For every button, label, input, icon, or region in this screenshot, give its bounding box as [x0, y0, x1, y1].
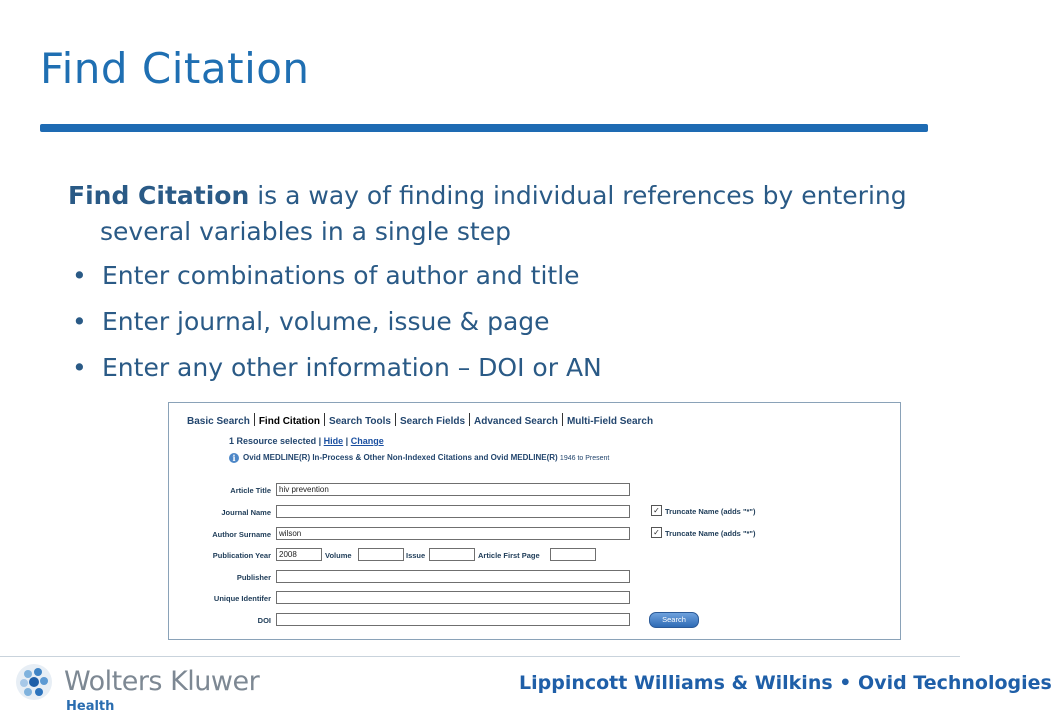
article-title-input[interactable]: hiv prevention — [276, 483, 630, 496]
bullet-item — [68, 350, 928, 386]
database-years: 1946 to Present — [559, 455, 610, 462]
volume-input[interactable] — [358, 548, 404, 561]
slide-body — [68, 178, 928, 396]
tab-search-tools[interactable]: Search Tools — [328, 416, 391, 427]
lead-term: Find Citation — [68, 181, 250, 210]
bullet-dot: • — [72, 261, 87, 290]
doi-label: DOI — [257, 616, 271, 625]
article-first-page-input[interactable] — [550, 548, 596, 561]
tab-multi-field-search[interactable]: Multi-Field Search — [566, 416, 654, 427]
truncate-journal-checkbox[interactable]: ✓ — [651, 505, 662, 516]
bullet-text: Enter journal, volume, issue & page — [102, 307, 550, 336]
author-surname-input[interactable]: wilson — [276, 527, 630, 540]
database-name: Ovid MEDLINE(R) In-Process & Other Non-Indexed Citations and Ovid MEDLINE(R) — [243, 453, 558, 462]
bullet-dot: • — [72, 353, 87, 382]
bullet-dot: • — [72, 307, 87, 336]
lead-paragraph — [68, 178, 928, 250]
unique-identifier-input[interactable] — [276, 591, 630, 604]
ovid-find-citation-screenshot — [168, 402, 901, 640]
publisher-label: Publisher — [236, 573, 271, 582]
article-first-page-label: Article First Page — [478, 551, 540, 560]
info-icon[interactable]: i — [229, 453, 239, 463]
resource-separator: | — [345, 436, 349, 446]
bullet-item — [68, 304, 928, 340]
title-divider — [40, 124, 928, 132]
resource-separator: | — [318, 436, 322, 446]
author-surname-label: Author Surname — [212, 530, 271, 539]
bullet-item — [68, 258, 928, 294]
unique-identifier-label: Unique Identifer — [213, 594, 271, 603]
journal-name-input[interactable] — [276, 505, 630, 518]
publisher-input[interactable] — [276, 570, 630, 583]
footer-imprint: Lippincott Williams & Wilkins • Ovid Technologies — [519, 672, 1052, 694]
tab-advanced-search[interactable]: Advanced Search — [474, 416, 558, 427]
database-line — [229, 453, 609, 463]
tab-search-fields[interactable]: Search Fields — [400, 416, 466, 427]
resource-count: 1 — [229, 436, 235, 446]
bullet-text: Enter combinations of author and title — [102, 261, 580, 290]
publication-year-label: Publication Year — [212, 551, 271, 560]
journal-name-label: Journal Name — [221, 508, 271, 517]
volume-label: Volume — [325, 551, 352, 560]
search-button[interactable]: Search — [649, 612, 699, 628]
issue-label: Issue — [406, 551, 426, 560]
change-link[interactable]: Change — [350, 436, 384, 446]
truncate-journal-label: Truncate Name (adds "*") — [665, 507, 756, 516]
resource-selected-text: Resource selected — [236, 436, 317, 446]
lead-text: is a way of finding individual references by entering several variables in a single step — [100, 181, 907, 246]
issue-input[interactable] — [429, 548, 475, 561]
tab-find-citation[interactable]: Find Citation — [258, 416, 320, 427]
truncate-author-checkbox[interactable]: ✓ — [651, 527, 662, 538]
slide-title: Find Citation — [40, 44, 310, 93]
footer-divider — [0, 656, 960, 657]
truncate-author-label: Truncate Name (adds "*") — [665, 529, 756, 538]
tab-basic-search[interactable]: Basic Search — [187, 416, 250, 427]
wolters-kluwer-logo-icon — [14, 662, 54, 702]
resource-selection-line — [229, 436, 384, 446]
brand-name: Wolters Kluwer — [64, 666, 260, 697]
article-title-label: Article Title — [230, 486, 271, 495]
hide-link[interactable]: Hide — [323, 436, 344, 446]
bullet-list — [68, 258, 928, 386]
brand-division: Health — [66, 699, 115, 714]
search-mode-tabs — [183, 413, 657, 427]
doi-input[interactable] — [276, 613, 630, 626]
bullet-text: Enter any other information – DOI or AN — [102, 353, 602, 382]
publication-year-input[interactable]: 2008 — [276, 548, 322, 561]
